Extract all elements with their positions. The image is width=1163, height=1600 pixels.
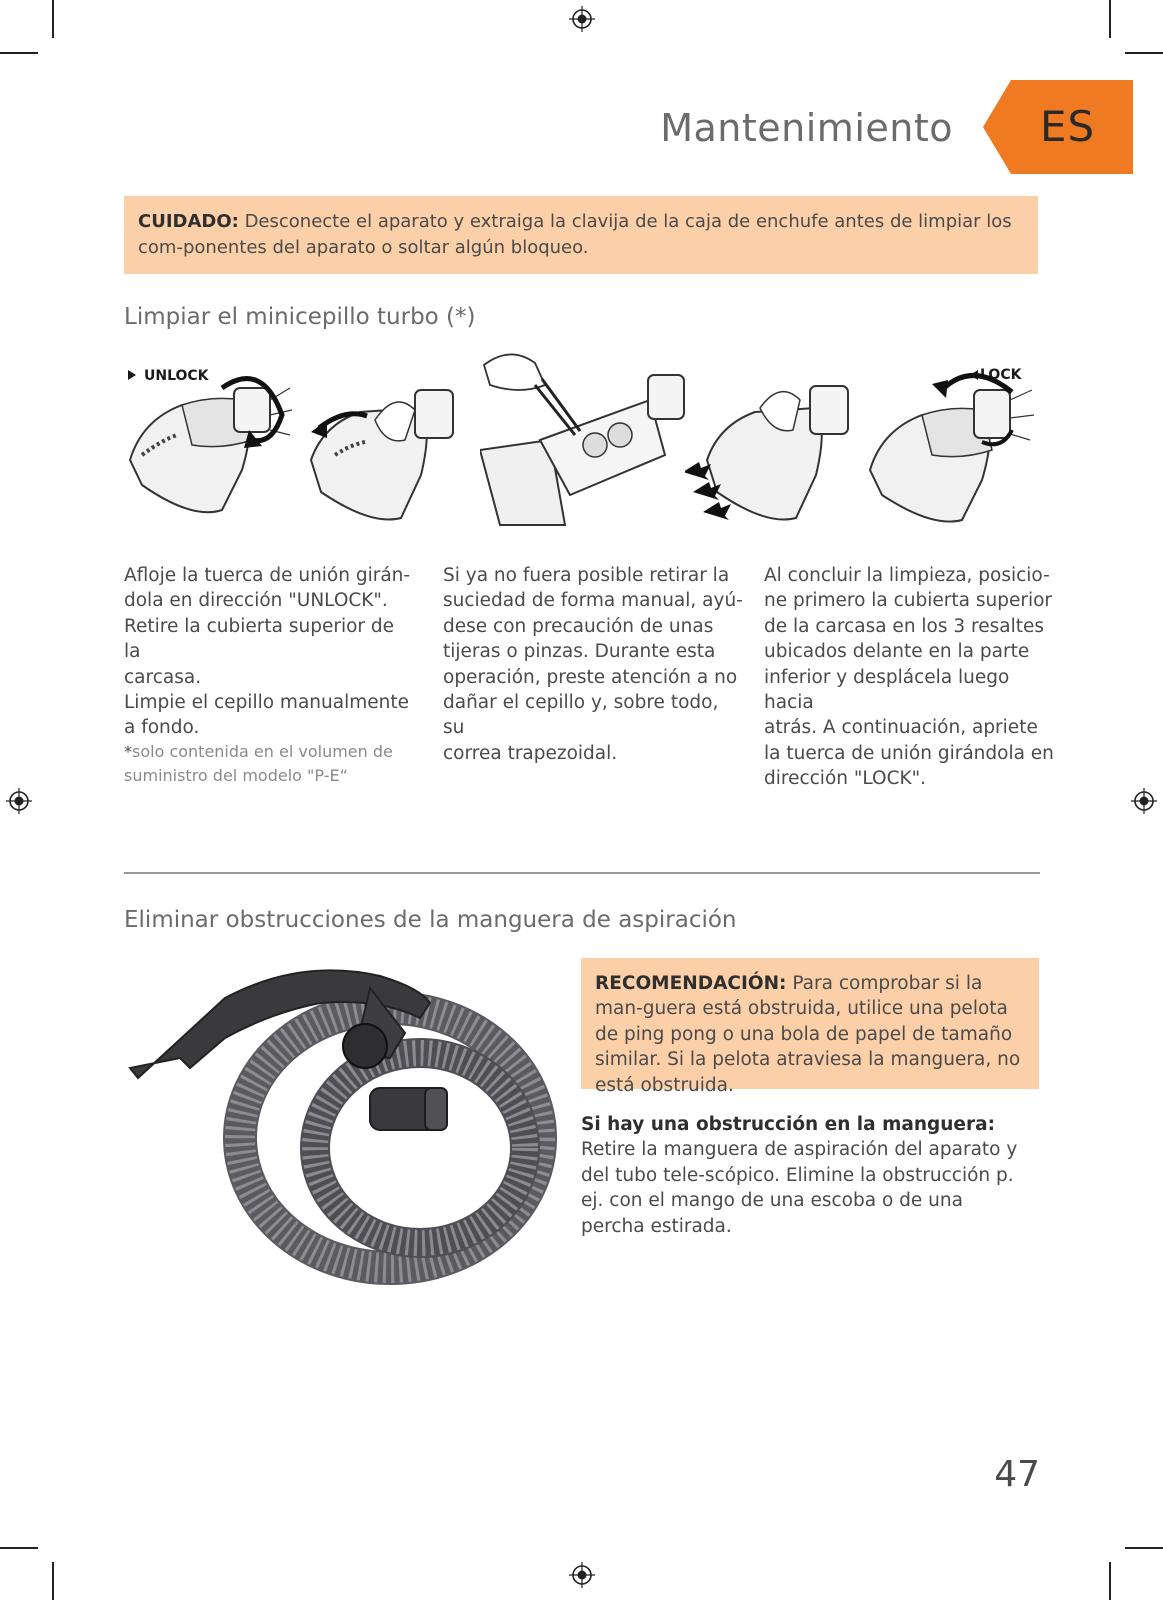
step-cut-debris-illustration <box>480 345 695 530</box>
obstruction-text: Retire la manguera de aspiración del aparato y del tubo tele-scópico. Elimine la obstrucción p. ej. con el mango de una escoba o de una percha estirada. <box>581 1139 1018 1237</box>
recommendation-label: RECOMENDACIÓN: <box>595 973 787 994</box>
section-divider <box>124 872 1040 874</box>
warning-box <box>124 196 1038 274</box>
crop-mark <box>52 1562 54 1600</box>
lock-label: LOCK <box>980 367 1022 383</box>
step-lock-illustration <box>862 360 1042 530</box>
crop-mark <box>1109 0 1111 38</box>
warning-label: CUIDADO: <box>138 211 239 232</box>
section-heading-hose-obstruction: Eliminar obstrucciones de la manguera de aspiración <box>124 907 737 933</box>
registration-mark-icon <box>6 788 32 814</box>
column-text-unlock: Afloje la tuerca de unión girán- dola en dirección "UNLOCK". Retire la cubierta superior de la carcasa. Limpie el cepillo manualmente a fondo. <box>124 565 411 739</box>
step-unlock-illustration <box>122 360 292 530</box>
warning-text: Desconecte el aparato y extraiga la clavija de la caja de enchufe antes de limpiar los com-ponentes del aparato o soltar algún bloqueo. <box>138 211 1012 258</box>
recommendation-box <box>581 958 1039 1096</box>
footnote <box>124 740 414 788</box>
crop-mark <box>1125 1547 1163 1549</box>
unlock-label: UNLOCK <box>144 368 209 384</box>
crop-mark <box>1125 52 1163 54</box>
recommendation-text: Para comprobar si la man-guera está obstruida, utilice una pelota de ping pong o una bola de papel de tamaño similar. Si la pelota atraviesa la manguera, no está obstruida. <box>595 973 1021 1096</box>
column-text-scissors: Si ya no fuera posible retirar la suciedad de forma manual, ayú- dese con precaución de unas tijeras o pinzas. Durante esta operación, preste atención a no dañar el cepillo y, sobre todo, su correa trapezoidal. <box>443 565 743 764</box>
page-number: 47 <box>994 1454 1040 1495</box>
crop-mark <box>0 52 38 54</box>
registration-mark-icon <box>569 6 595 32</box>
language-code: ES <box>1040 102 1096 151</box>
footnote-text: solo contenida en el volumen de suministro del modelo "P-E“ <box>124 742 393 785</box>
page-title: Mantenimiento <box>660 106 953 150</box>
obstruction-label: Si hay una obstrucción en la manguera: <box>581 1114 995 1135</box>
footnote-star: * <box>124 742 132 761</box>
column-text-lock: Al concluir la limpieza, posicio- ne primero la cubierta superior de la carcasa en los 3 resaltes ubicados delante en la parte inferior y desplácela luego hacia atrás. A continuación, apriete la tuerca de unión girándola en dirección "LOCK". <box>764 565 1054 790</box>
crop-mark <box>0 1547 38 1549</box>
registration-mark-icon <box>1131 788 1157 814</box>
step-remove-cover-illustration <box>305 380 465 530</box>
section-heading-turbo-brush: Limpiar el minicepillo turbo (*) <box>124 304 476 330</box>
crop-mark <box>52 0 54 38</box>
registration-mark-icon <box>569 1562 595 1588</box>
step-attach-cover-illustration <box>685 380 855 530</box>
obstruction-paragraph <box>581 1112 1021 1239</box>
crop-mark <box>1109 1562 1111 1600</box>
suction-hose-image <box>120 958 560 1298</box>
